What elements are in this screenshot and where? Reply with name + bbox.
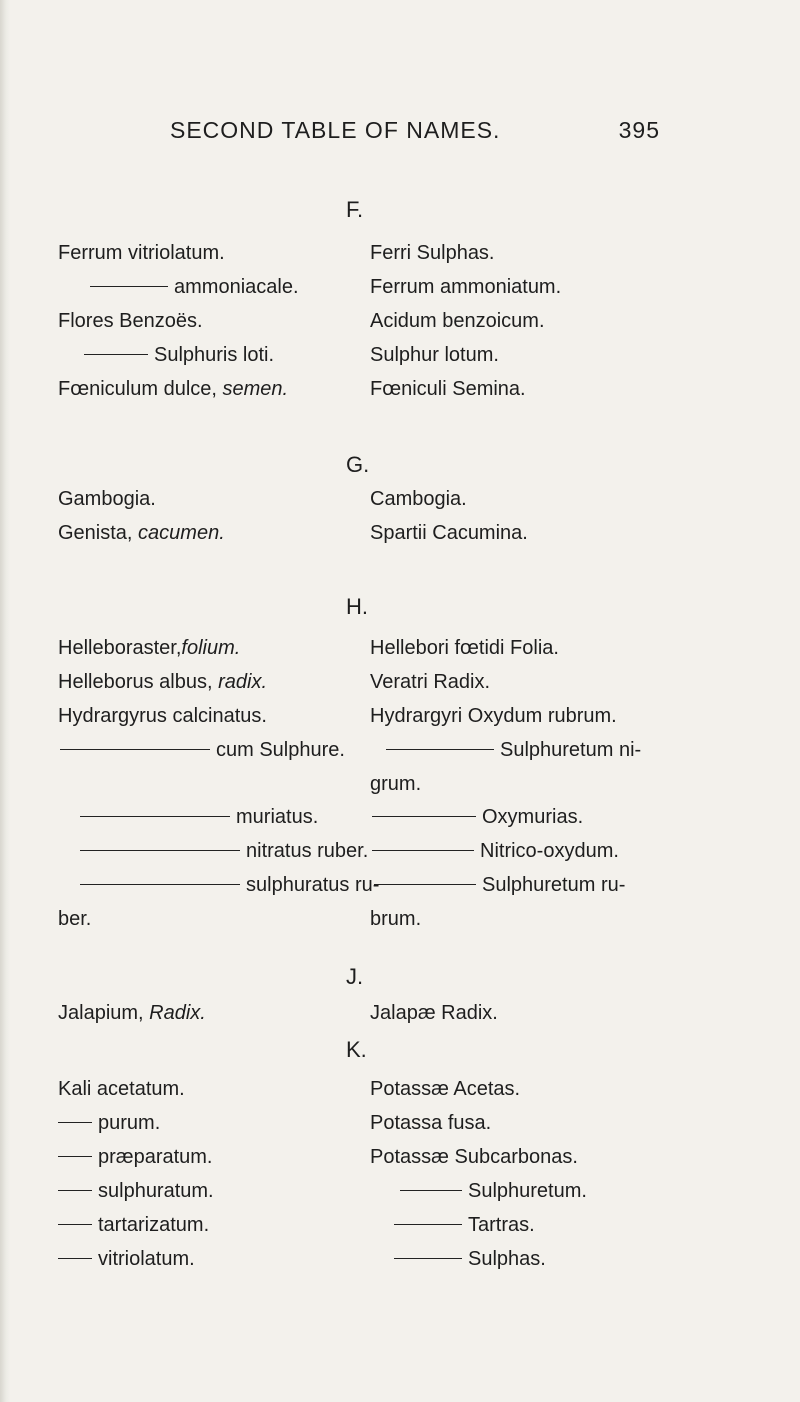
old-name: Hydrargyrus calcinatus. [58,705,267,727]
new-name: Jalapæ Radix. [370,1002,498,1024]
ditto-dash [394,1224,462,1225]
old-name: sulphuratus ru- [58,872,379,898]
new-name: Ferri Sulphas. [370,242,495,264]
new-name: grum. [370,773,422,795]
old-name: sulphuratum. [58,1178,214,1204]
old-name: Helleborus albus, radix. [58,671,267,693]
ditto-dash [90,286,168,287]
new-name: Veratri Radix. [370,671,491,693]
old-name: nitratus ruber. [58,838,368,864]
new-name: Ferrum ammoniatum. [370,276,562,298]
old-name: vitriolatum. [58,1246,195,1272]
old-name: tartarizatum. [58,1212,209,1238]
page-header [170,117,660,147]
new-name: Sulphuretum ni- [370,737,641,763]
ditto-dash [400,1190,462,1191]
section-letter-f: F. [346,197,364,222]
ditto-dash [60,749,210,750]
old-name: purum. [58,1110,160,1136]
old-name: Gambogia. [58,488,156,510]
old-name: Flores Benzoës. [58,310,203,332]
ditto-dash [394,1258,462,1259]
old-name: ammoniacale. [58,274,299,300]
ditto-dash [58,1258,92,1259]
new-name: Sulphur lotum. [370,344,499,366]
ditto-dash [84,354,148,355]
ditto-dash [58,1224,92,1225]
old-name: Kali acetatum. [58,1078,185,1100]
section-letter-g: G. [346,452,370,477]
section-letter-k: K. [346,1037,367,1062]
ditto-dash [80,816,230,817]
section-letter-j: J. [346,964,364,989]
old-name: Jalapium, Radix. [58,1002,206,1024]
new-name: Nitrico-oxydum. [370,838,619,864]
new-name: Sulphuretum ru- [370,872,625,898]
ditto-dash [372,850,474,851]
old-name: Ferrum vitriolatum. [58,242,225,264]
new-name: Fœniculi Semina. [370,378,526,400]
page-title: SECOND TABLE OF NAMES. [170,117,501,143]
old-name: præparatum. [58,1144,213,1170]
new-name: Hellebori fœtidi Folia. [370,637,559,659]
new-name: Sulphuretum. [370,1178,587,1204]
new-name: Tartras. [370,1212,535,1238]
new-name: Cambogia. [370,488,467,510]
old-name: ber. [58,908,92,930]
ditto-dash [58,1156,92,1157]
old-name: Sulphuris loti. [58,342,274,368]
ditto-dash [58,1190,92,1191]
ditto-dash [386,749,494,750]
ditto-dash [58,1122,92,1123]
new-name: brum. [370,908,422,930]
ditto-dash [372,816,476,817]
page-number: 395 [618,117,660,143]
ditto-dash [80,884,240,885]
new-name: Potassæ Subcarbonas. [370,1146,578,1168]
new-name: Potassa fusa. [370,1112,492,1134]
old-name: cum Sulphure. [58,737,345,763]
new-name: Spartii Cacumina. [370,522,528,544]
new-name: Acidum benzoicum. [370,310,545,332]
ditto-dash [80,850,240,851]
section-letter-h: H. [346,594,368,619]
new-name: Sulphas. [370,1246,546,1272]
page-edge [0,0,10,1402]
ditto-dash [374,884,476,885]
new-name: Hydrargyri Oxydum rubrum. [370,705,617,727]
old-name: Fœniculum dulce, semen. [58,378,289,400]
old-name: Helleboraster,folium. [58,637,241,659]
new-name: Oxymurias. [370,804,583,830]
old-name: muriatus. [58,804,318,830]
new-name: Potassæ Acetas. [370,1078,521,1100]
old-name: Genista, cacumen. [58,522,225,544]
